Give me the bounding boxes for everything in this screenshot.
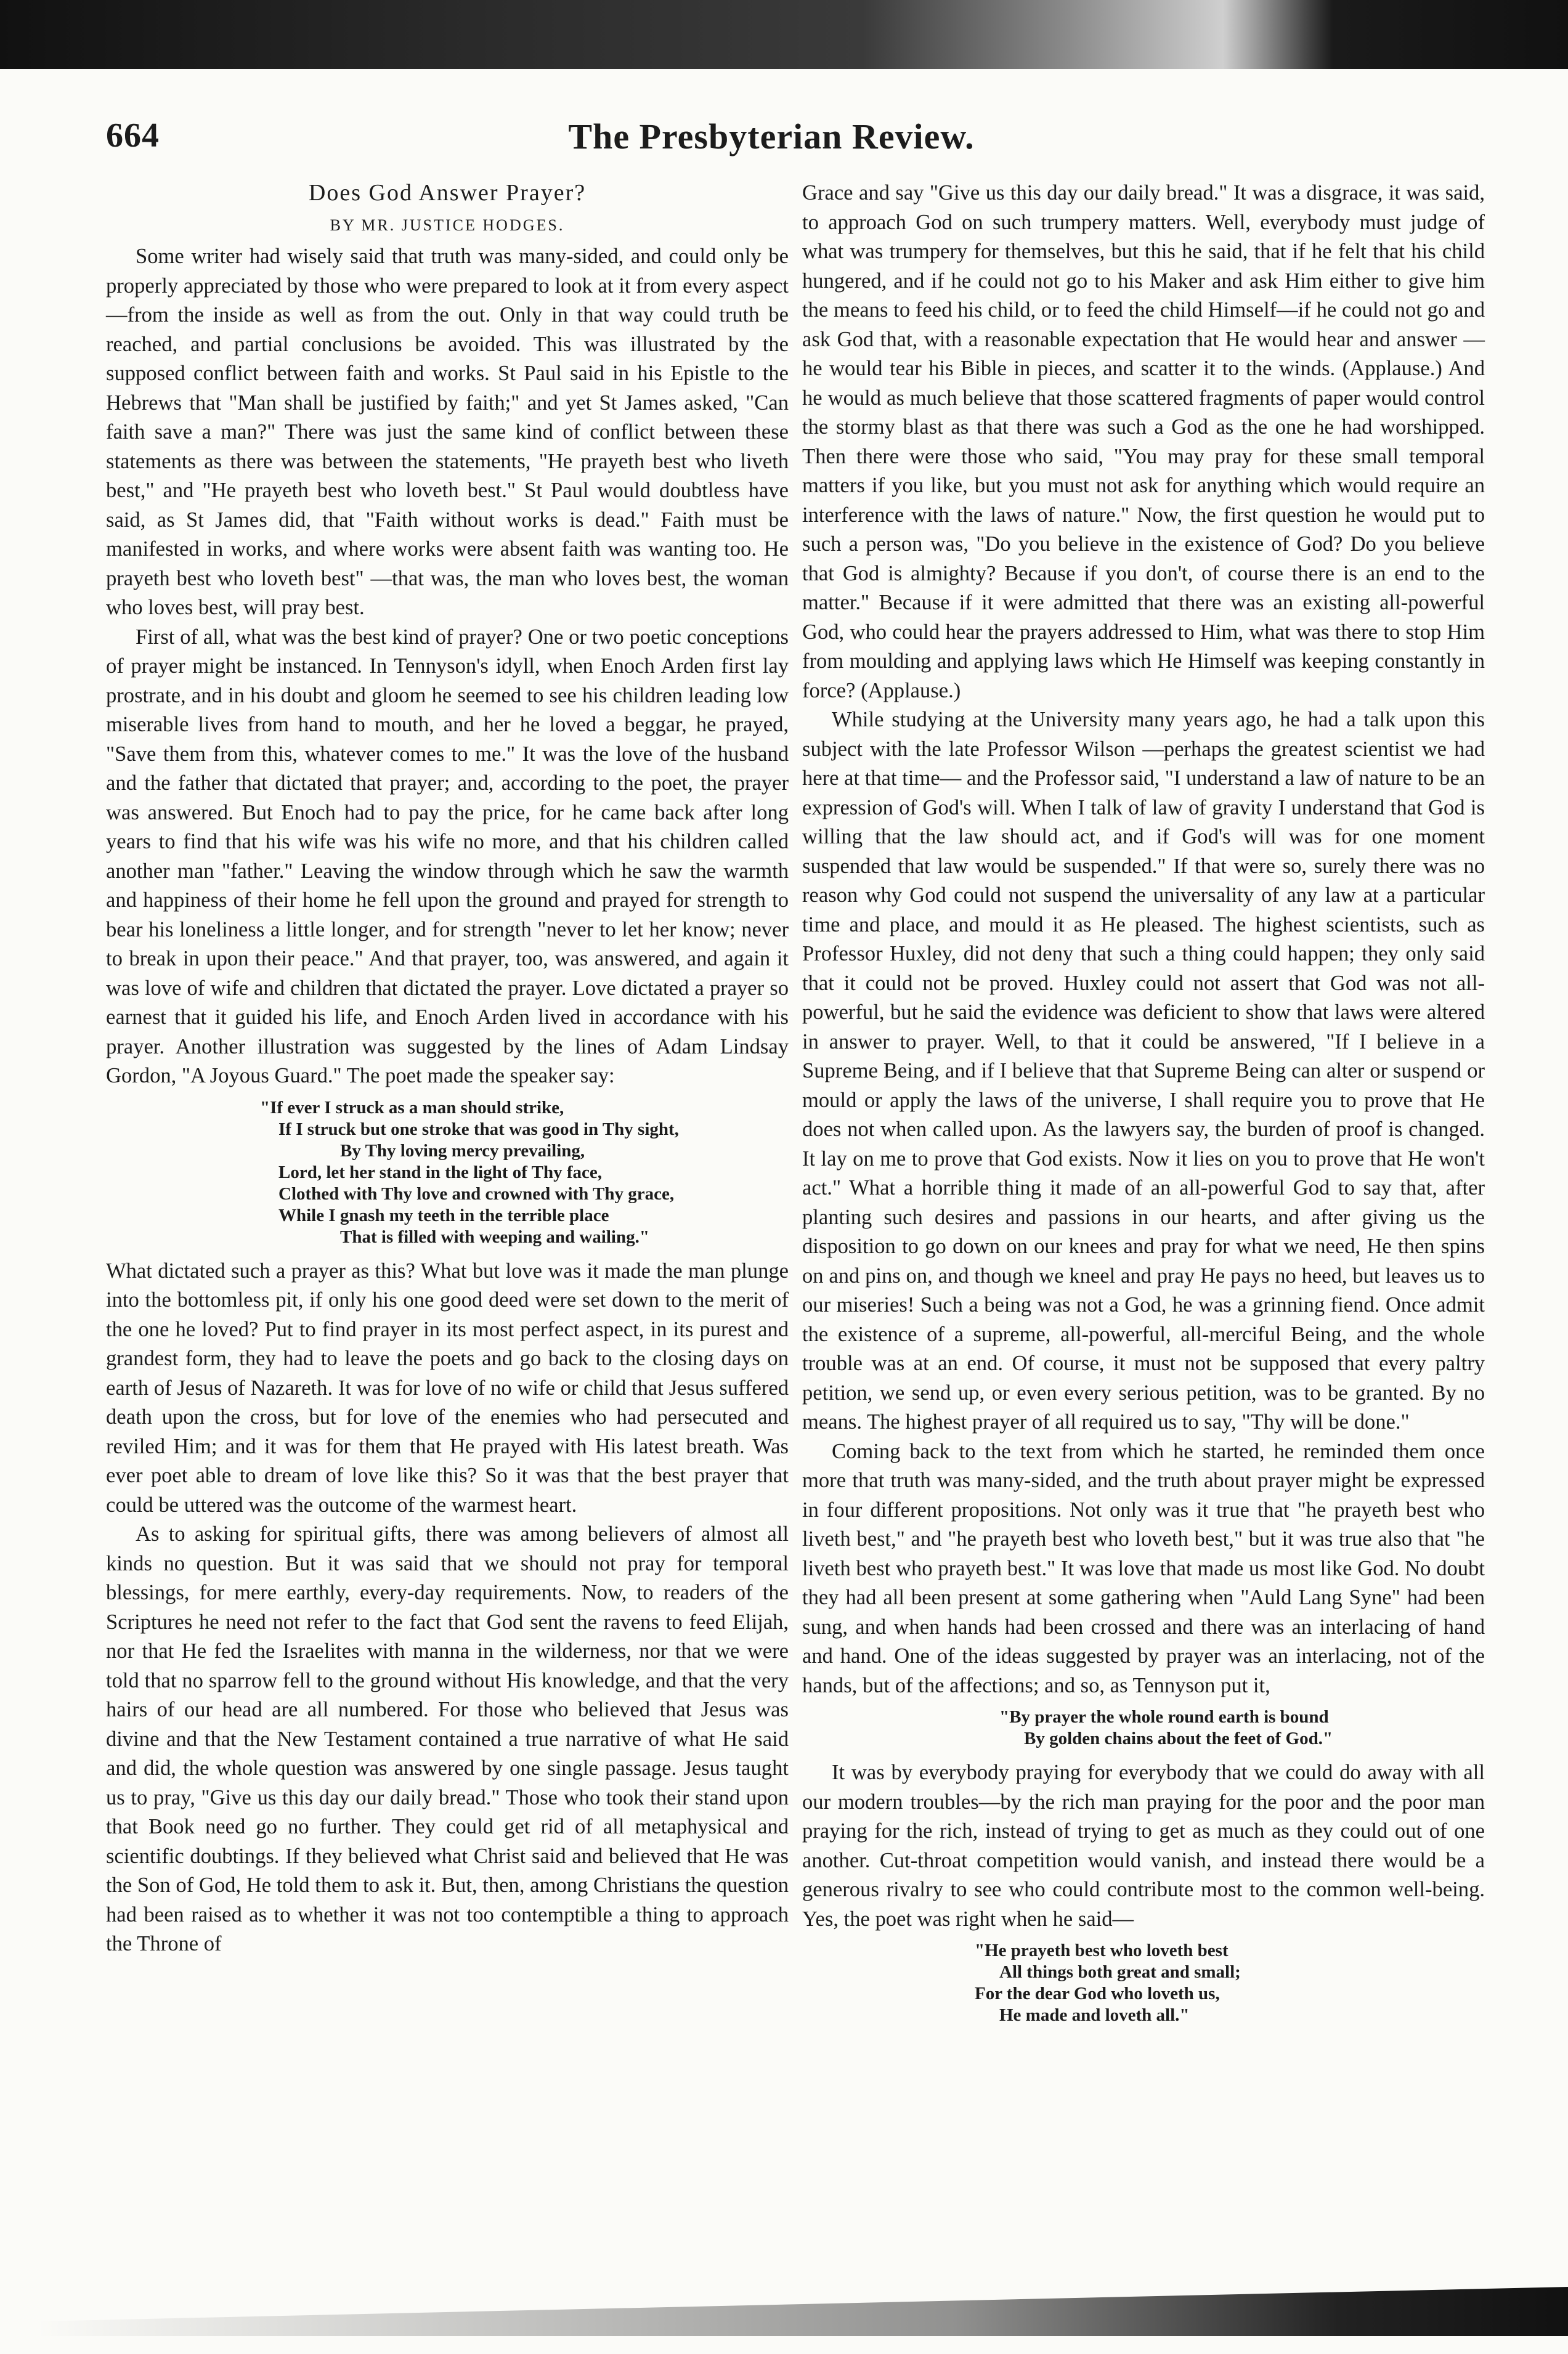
paragraph: First of all, what was the best kind of prayer? One or two poetic conceptions of prayer might be instanced. In Tennyson's idyll, when Enoch Arden first lay prostrate, and in his doubt and gloom he seemed to see his children leading low miserable lives from hand to mouth, and her he loved a beggar, he prayed, "Save them from this, whatever comes to me." It was the love of the husband and the father that dictated that prayer; and, according to the poet, the prayer was answered. But Enoch had to pay the price, for he came back after long years to find that his wife was his wife no more, and that his children called another man "father." Leaving the window through which he saw the warmth and happiness of their home he fell upon the ground and prayed for strength to bear his loneliness a little longer, and for strength "never to let her know; never to break in upon their peace." And that prayer, too, was answered, and again it was love of wife and children that dictated the prayer. Love dictated a prayer so earnest that it guided his life, and Enoch Arden lived in accordance with his prayer. Another illustration was suggested by the lines of Adam Lindsay Gordon, "A Joyous Guard." The poet made the speaker say: [106, 625, 789, 1087]
left-column [106, 179, 789, 1959]
running-title: The Presbyterian Review. [568, 116, 975, 156]
page-number: 664 [106, 116, 160, 155]
verse-line: All things both great and small; [999, 1962, 1241, 1982]
verse-line: If I struck but one stroke that was good in Thy sight, [278, 1119, 679, 1139]
paragraph: Grace and say "Give us this day our daily bread." It was a disgrace, it was said, to approach God on such trumpery matters. Well, everybody must judge of what was trumpery for themselves, but this he said, that if he felt that his child hungered, and if he could not go to his Maker and ask Him either to give him the means to feed his child, or to feed the child Himself—if he could not go and ask God that, with a reasonable expectation that He would hear and answer —he would tear his Bible in pieces, and scatter it to the winds. (Applause.) And he would as much believe that those scattered fragments of paper would control the stormy blast as that there was such a God as the one he had worshipped. Then there were those who said, "You may pray for these small temporal matters if you like, but you must not ask for anything which would require an interference with the laws of nature." Now, the first question he would put to such a person was, "Do you believe in the existence of God? Do you believe that God is almighty? Because if you don't, of course there is an end to the matter." Because if it were admitted that there was an existing all-powerful God, who could hear the prayers addressed to Him, what was there to stop Him from moulding and applying laws which He Himself was keeping constantly in force? (Applause.) [802, 181, 1485, 702]
paragraph: As to asking for spiritual gifts, there was among believers of almost all kinds no question. But it was said that we should not pray for temporal blessings, for mere earthly, every-day requirements. Now, to readers of the Scriptures he need not refer to the fact that God sent the ravens to feed Elijah, nor that He fed the Israelites with manna in the wilderness, nor that we were told that no sparrow fell to the ground without His knowledge, and that the very hairs of our head are all numbered. For those who believed that Jesus was divine and that the New Testament contained a true narrative of what He said and did, the whole question was answered by one single passage. Jesus taught us to pray, "Give us this day our daily bread." Those who took their stand upon that Book need go no further. They could get rid of all metaphysical and scientific doubtings. If they believed what Christ said and believed that He was the Son of God, He told them to ask it. But, then, among Christians the question had been raised as to whether it was not too contemptible a thing to approach the Throne of [106, 1522, 789, 1955]
verse-line: "By prayer the whole round earth is bound [999, 1707, 1329, 1727]
verse-line: Lord, let her stand in the light of Thy face, [278, 1162, 602, 1182]
page-header [106, 116, 1437, 165]
verse-line: "If ever I struck as a man should strike, [260, 1097, 564, 1118]
verse-line: "He prayeth best who loveth best [975, 1941, 1229, 1960]
verse-gordon [106, 1097, 789, 1248]
paragraph: Some writer had wisely said that truth was many-sided, and could only be properly appreciated by those who were prepared to look at it from every aspect—from the inside as well as from the out. Only in that way could truth be reached, and partial conclusions be avoided. This was illustrated by the supposed conflict between faith and works. St Paul said in his Epistle to the Hebrews that "Man shall be justified by faith;" and yet St James asked, "Can faith save a man?" There was just the same kind of conflict between these statements as there was between the statements, "He prayeth best who liveth best," and "He prayeth best who loveth best." St Paul would doubtless have said, as St James did, that "Faith without works is dead." Faith must be manifested in works, and where works were absent faith was wanting too. He prayeth best who loveth best" —that was, the man who loves best, the woman who loves best, will pray best. [106, 245, 789, 619]
paragraph: While studying at the University many years ago, he had a talk upon this subject with the late Professor Wilson —perhaps the greatest scientist we had here at that time— and the Professor said, "I understand a law of nature to be an expression of God's will. When I talk of law of gravity I understand that God is willing that the law should act, and if God's will was for one moment suspended that law would be suspended." If that were so, surely there was no reason why God could not suspend the universality of any law at a particular time and place, and mould it as He pleased. The highest scientists, such as Professor Huxley, did not deny that such a thing could happen; they only said that it could not be proved. Huxley could not assert that God was not all-powerful, but he said the evidence was deficient to show that laws were altered in answer to prayer. Well, to that it could be answered, "If I believe in a Supreme Being, and if I believe that that Supreme Being can alter or suspend or mould or apply the laws of the universe, I shall require you to prove that He does not when called upon. As the lawyers say, the burden of proof is changed. It lay on me to prove that God exists. Now it lies on you to prove that He won't act." What a horrible thing it made of an all-powerful God to say that, after planting such desires and passions in our hearts, and after giving us the disposition to go down on our knees and pray for what we need, He then spins on and pins on, and though we kneel and pray He pays no heed, but leaves us to our miseries! Such a being was not a God, he was a grinning fiend. Once admit the existence of a supreme, all-powerful, all-merciful Being, and the whole trouble was at an end. Of course, it must not be supposed that every paltry petition, we send up, or even every serious petition, was to be granted. By no means. The highest prayer of all required us to say, "Thy will be done." [802, 708, 1485, 1434]
paragraph: Coming back to the text from which he started, he reminded them once more that truth was many-sided, and the truth about prayer might be expressed in four different propositions. Not only was it true that "he prayeth best who liveth best," and "he prayeth best who loveth best," but it was true also that "he liveth best who prayeth best." It was love that made us most like God. No doubt they had all been present at some gathering when "Auld Lang Syne" had been sung, and when hands had been crossed and there was an interlacing of hand and hand. One of the ideas suggested by prayer was an interlacing, not of the hands, but of the affections; and so, as Tennyson put it, [802, 1439, 1485, 1697]
verse-line: By golden chains about the feet of God." [1024, 1729, 1333, 1748]
verse-line: For the dear God who loveth us, [975, 1984, 1220, 2003]
verse-tennyson [802, 1707, 1485, 1750]
scan-edge-top [0, 0, 1568, 69]
verse-coleridge [802, 1940, 1485, 2026]
scan-edge-bottom [37, 2287, 1568, 2336]
verse-line: Clothed with Thy love and crowned with Thy grace, [278, 1183, 675, 1204]
paragraph: It was by everybody praying for everybody that we could do away with all our modern troubles—by the rich man praying for the poor and the poor man praying for the rich, instead of trying to get as much as they could out of one another. Cut-throat competition would vanish, and instead there would be a generous rivalry to see who could contribute most to the common well-being. Yes, the poet was right when he said— [802, 1761, 1485, 1931]
article-title: Does God Answer Prayer? [308, 180, 587, 206]
right-column [802, 179, 1485, 2035]
article-byline: BY MR. JUSTICE HODGES. [330, 216, 565, 234]
paragraph: What dictated such a prayer as this? What but love was it made the man plunge into the bottomless pit, if only his one good deed were set down to the merit of the one he loved? Put to find prayer in its most perfect aspect, in its purest and grandest form, they had to leave the poets and go back to the closing days on earth of Jesus of Nazareth. It was for love of no wife or child that Jesus suffered death upon the cross, but for love of the enemies who had persecuted and reviled Him; and it was for them that He prayed with His latest breath. Was ever poet able to dream of love like this? So it was that the best prayer that could be uttered was the outcome of the warmest heart. [106, 1259, 789, 1517]
verse-line: He made and loveth all." [999, 2005, 1190, 2025]
verse-line: By Thy loving mercy prevailing, [340, 1140, 585, 1161]
verse-line: While I gnash my teeth in the terrible place [278, 1205, 609, 1225]
verse-line: That is filled with weeping and wailing." [340, 1227, 649, 1247]
